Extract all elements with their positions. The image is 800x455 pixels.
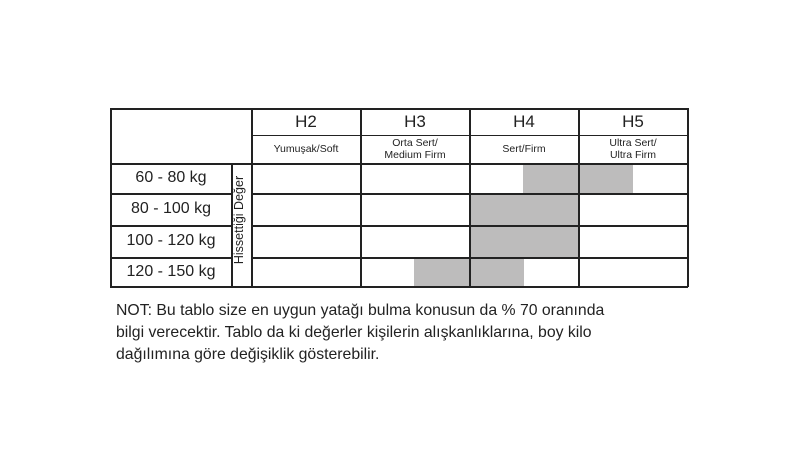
column-subheader-h5 — [579, 136, 687, 163]
side-label: Hissettiği Değer — [232, 175, 246, 265]
note-text — [116, 300, 716, 366]
note-line-1: NOT: Bu tablo size en uygun yatağı bulma konusun da % 70 oranında — [116, 302, 605, 319]
column-header-h5: H5 — [622, 112, 644, 132]
row-label-120-150: 120 - 150 kg — [126, 262, 216, 280]
row-label-100-120: 100 - 120 kg — [126, 232, 216, 250]
note-line-3: dağılımına göre değişiklik gösterebilir. — [116, 346, 380, 363]
column-subheader-h4: Sert/Firm — [502, 142, 546, 155]
shade-row2-h4 — [470, 193, 578, 225]
row-label-80-100: 80 - 100 kg — [130, 200, 212, 218]
column-subheader-h5-line1: Ultra Sert/ — [609, 137, 657, 150]
column-subheader-h3 — [361, 136, 469, 163]
column-subheader-h2: Yumuşak/Soft — [273, 142, 339, 155]
column-subheader-h5-line2: Ultra Firm — [609, 148, 657, 161]
shade-row3-h4 — [470, 225, 578, 257]
grid-line — [687, 108, 689, 287]
column-subheader-h3-line1: Orta Sert/ — [392, 137, 438, 150]
column-header-h4: H4 — [513, 112, 535, 132]
column-header-h3: H3 — [404, 112, 426, 132]
column-subheader-h3-line2: Medium Firm — [384, 148, 446, 161]
row-label-60-80: 60 - 80 kg — [135, 169, 207, 187]
grid-line — [110, 286, 688, 288]
column-header-h2: H2 — [295, 112, 317, 132]
note-line-2: bilgi verecektir. Tablo da ki değerler kişilerin alışkanlıklarına, boy kilo — [116, 324, 592, 341]
